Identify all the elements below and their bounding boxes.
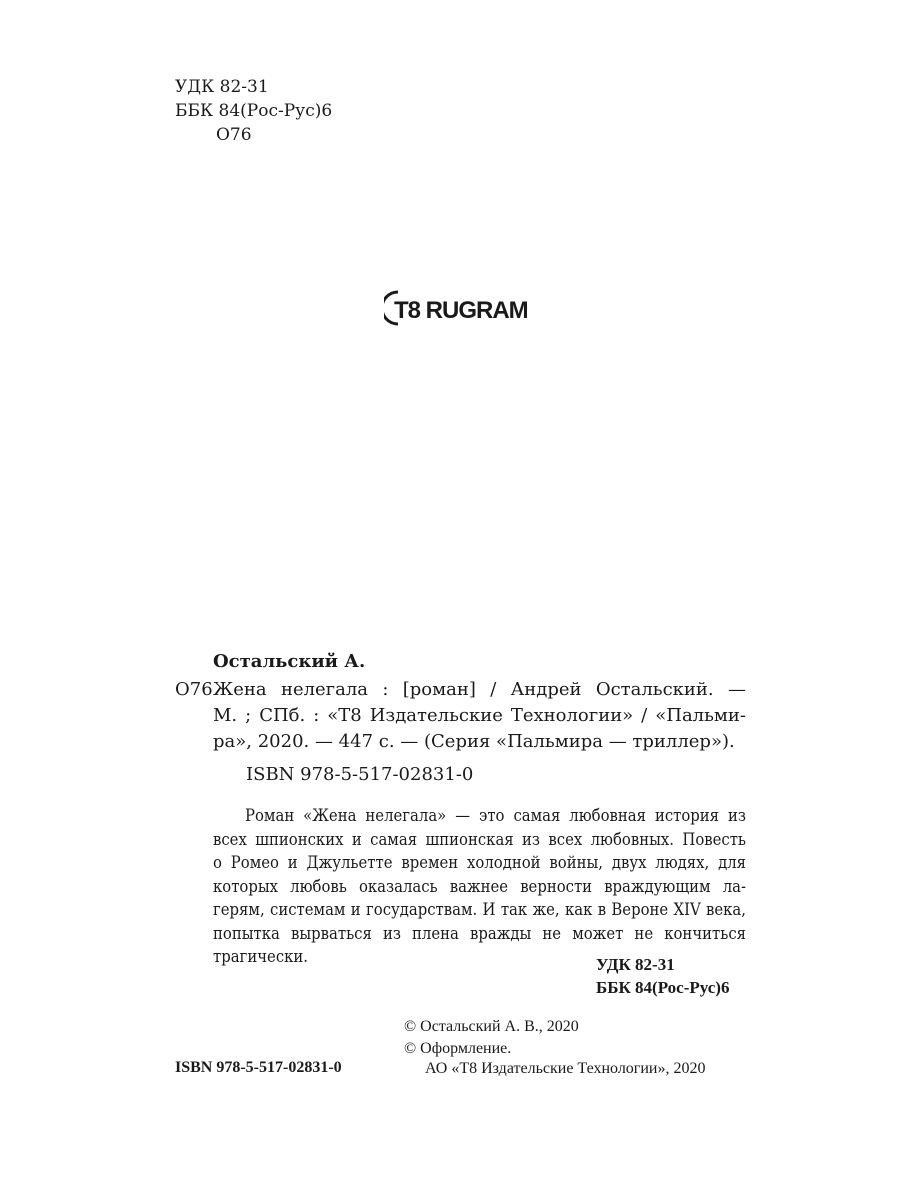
- annotation-line: попытка вырваться из плена вражды не может не кончиться: [213, 923, 746, 943]
- entry-isbn: ISBN 978-5-517-02831-0: [246, 764, 474, 785]
- annotation-line: герям, системам и государствам. И так же, как в Вероне XIV века,: [213, 900, 746, 919]
- footer-isbn: ISBN 978-5-517-02831-0: [175, 1059, 342, 1076]
- entry-line: Жена нелегала : [роман] / Андрей Остальский. —: [213, 679, 746, 700]
- annotation-line: трагически.: [213, 947, 309, 966]
- entry-description: [213, 677, 746, 755]
- publisher-logo: [384, 288, 534, 328]
- copyright-author: © Остальский А. В., 2020: [404, 1018, 579, 1035]
- annotation-line: о Ромео и Джульетте времен холодной войны, двух людях, для: [213, 853, 746, 872]
- header-author-mark: О76: [216, 125, 252, 145]
- annotation: [213, 804, 746, 969]
- classification-bbk: ББК 84(Рос-Рус)6: [596, 978, 730, 997]
- entry-line: ра», 2020. — 447 с. — (Серия «Пальмира — триллер»).: [213, 731, 735, 752]
- copyright-design: © Оформление.: [404, 1040, 512, 1057]
- annotation-line: всех шпионских и самая шпионская из всех любовных. Повесть: [213, 829, 746, 849]
- annotation-line: которых любовь оказалась важнее верности враждующим ла-: [213, 876, 746, 896]
- header-udk: УДК 82-31: [175, 77, 269, 97]
- logo-text: T8 RUGRAM: [394, 297, 528, 324]
- rugram-logo-icon: [384, 288, 534, 328]
- annotation-line: Роман «Жена нелегала» — это самая любовная история из: [245, 806, 746, 825]
- entry-code: О76: [175, 679, 213, 700]
- copyright-publisher: АО «Т8 Издательские Технологии», 2020: [425, 1060, 706, 1077]
- entry-author: Остальский А.: [213, 651, 366, 672]
- header-bbk: ББК 84(Рос-Рус)6: [175, 101, 333, 121]
- classification-udk: УДК 82-31: [596, 955, 675, 974]
- entry-line: М. ; СПб. : «Т8 Издательские Технологии» / «Пальми-: [213, 705, 746, 726]
